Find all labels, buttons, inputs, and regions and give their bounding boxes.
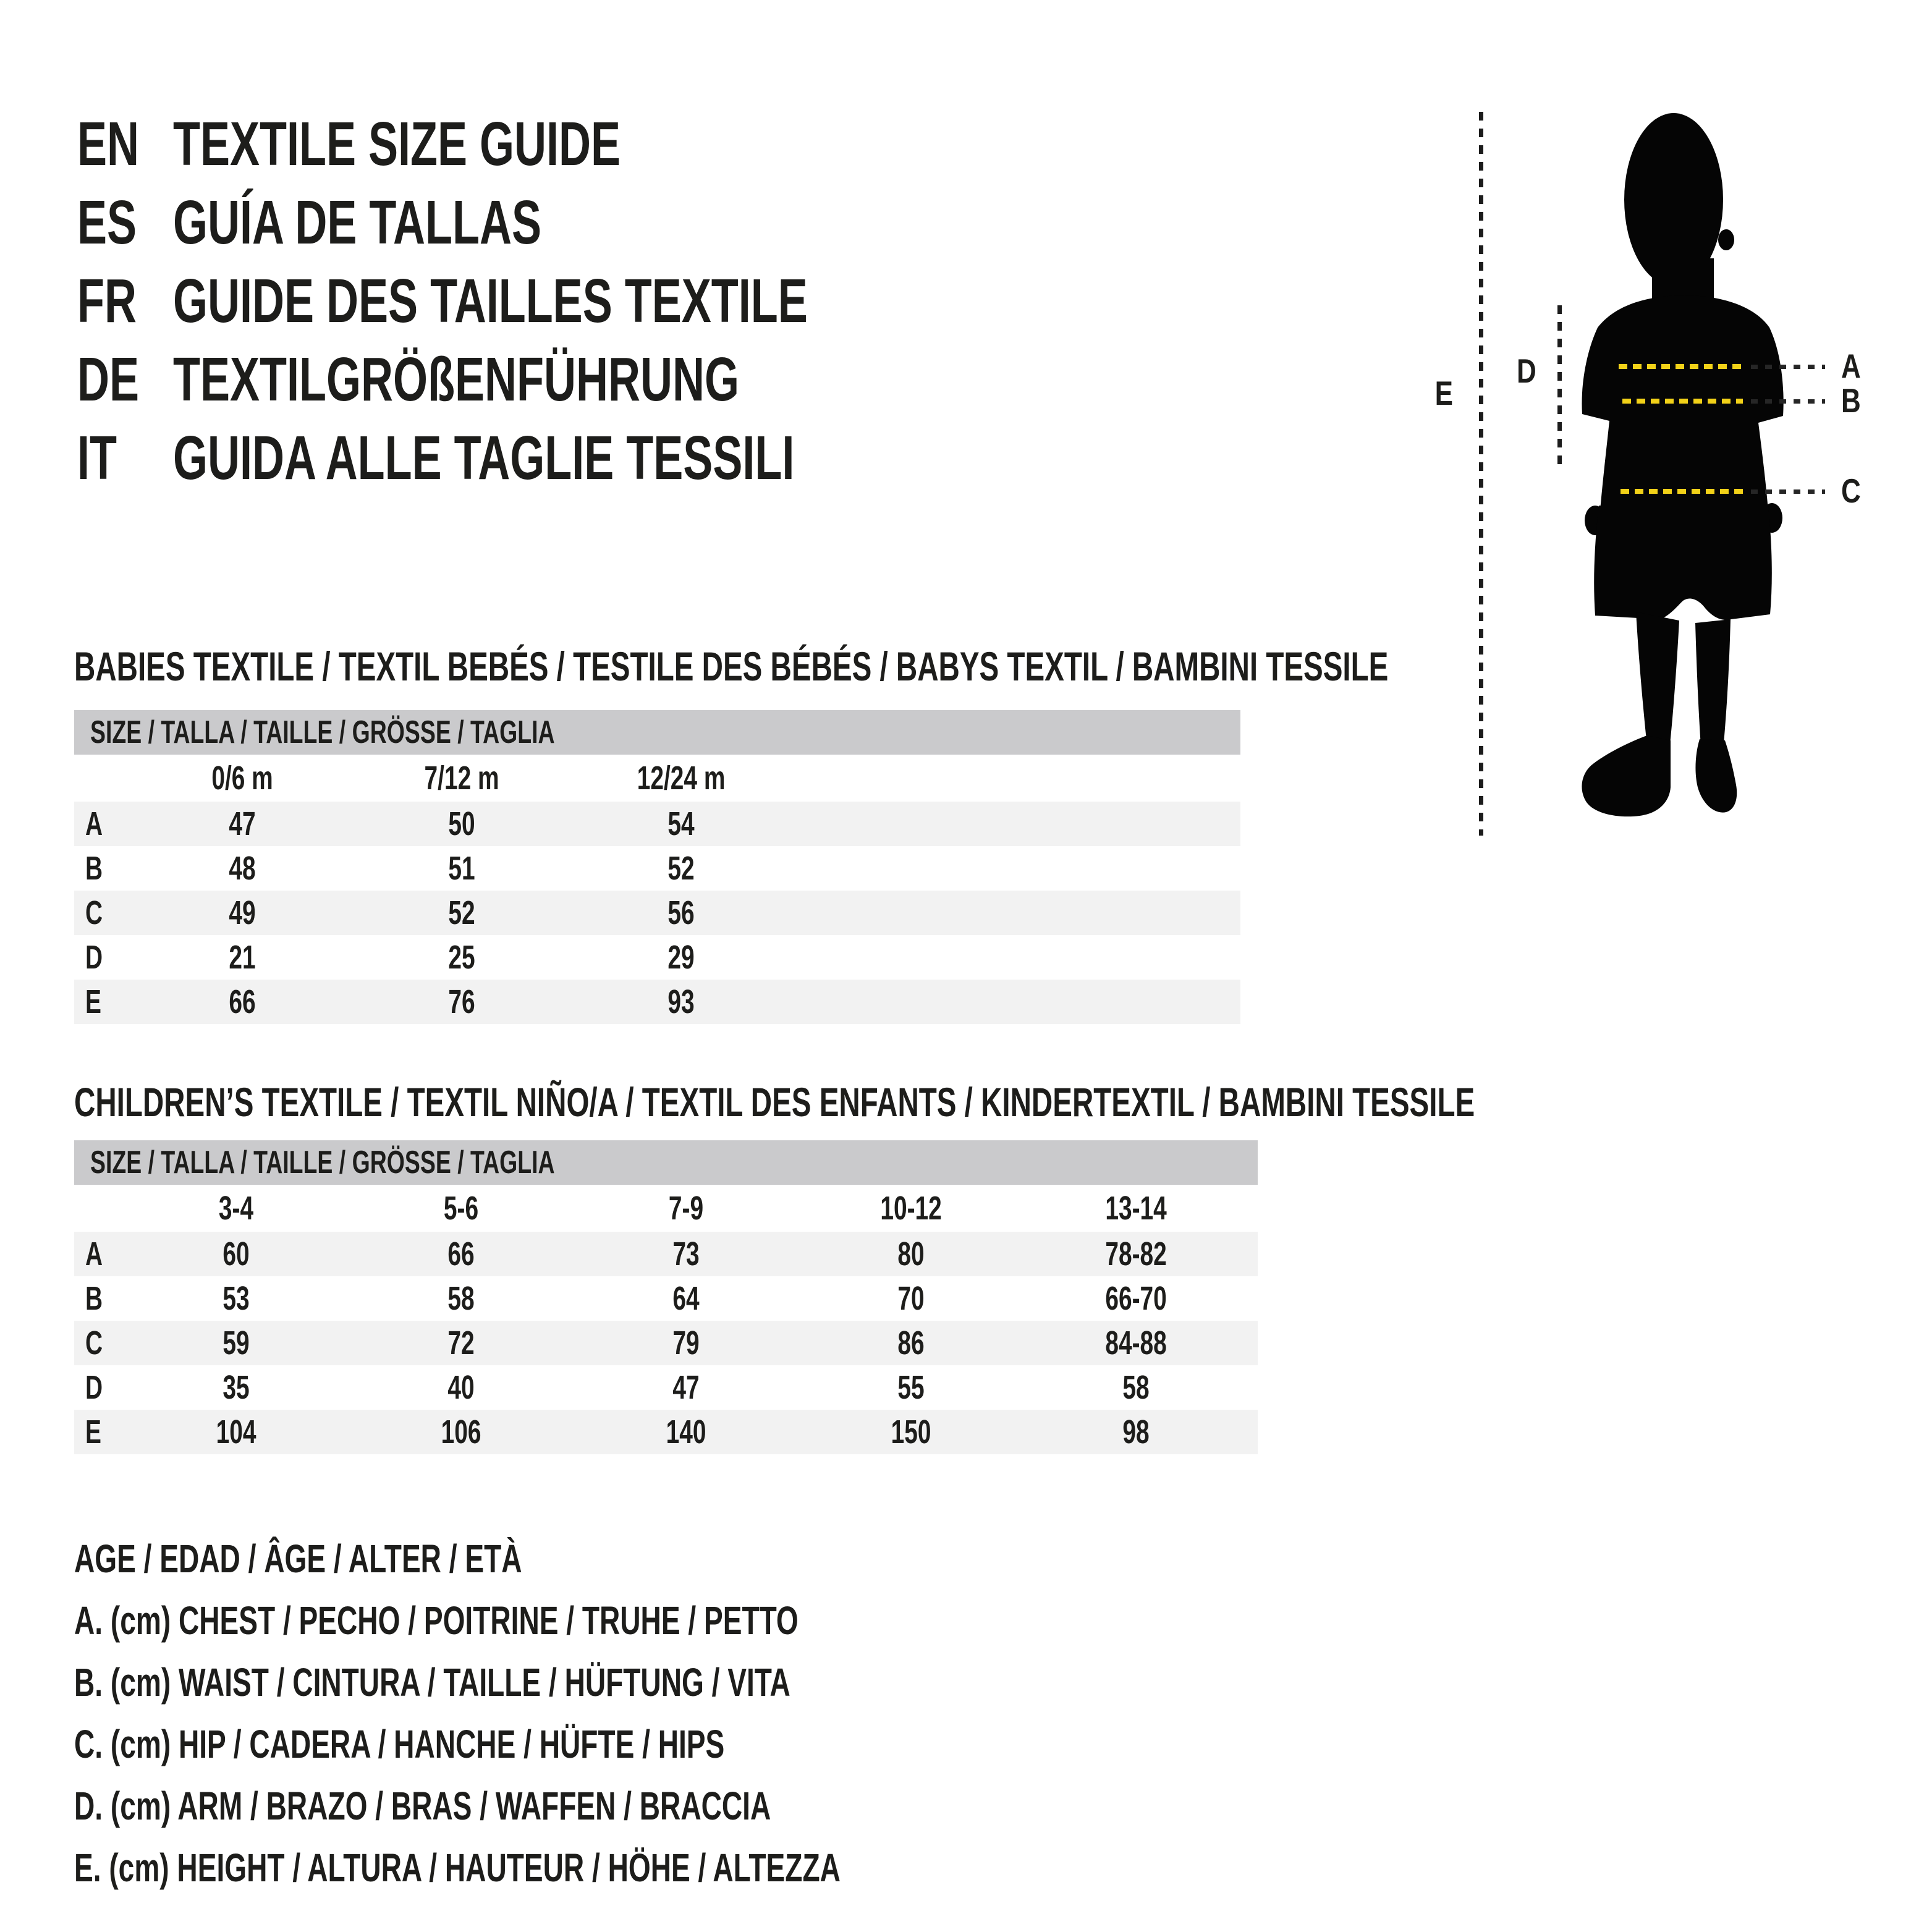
cell-value: 35 (222, 1369, 250, 1406)
chest-dash-black (1751, 365, 1825, 369)
cell-value: 56 (667, 894, 695, 931)
table-row (74, 1410, 1258, 1454)
table-row (74, 1321, 1258, 1365)
cell-value: 58 (1122, 1369, 1150, 1406)
cell-value: 49 (229, 894, 256, 931)
cell-value: 66 (447, 1235, 475, 1273)
language-code: IT (77, 423, 117, 493)
legend-line-age: AGE / EDAD / ÂGE / ALTER / ETÀ (74, 1536, 522, 1581)
language-code: DE (77, 345, 140, 414)
guide-title: GUIDE DES TAILLES TEXTILE (173, 266, 808, 336)
language-row (77, 184, 1054, 262)
cell-value: 64 (672, 1280, 700, 1317)
cell-value: 25 (448, 939, 476, 976)
row-label: D (85, 1369, 103, 1406)
table-row (74, 1365, 1258, 1410)
measurement-legend (74, 1528, 1138, 1899)
cell-value: 73 (672, 1235, 700, 1273)
cell-value: 106 (441, 1413, 481, 1451)
table-row (74, 1276, 1258, 1321)
legend-line-arm: D. (cm) ARM / BRAZO / BRAS / WAFFEN / BRACCIA (74, 1784, 771, 1828)
table-row (74, 891, 1240, 935)
column-header: 7/12 m (424, 760, 500, 797)
cell-value: 84-88 (1105, 1324, 1167, 1362)
column-header: 10-12 (880, 1190, 942, 1227)
column-header: 7-9 (668, 1190, 704, 1227)
column-header: 5-6 (443, 1190, 479, 1227)
language-row (77, 419, 1054, 498)
legend-line-hip: C. (cm) HIP / CADERA / HANCHE / HÜFTE / HIPS (74, 1722, 725, 1766)
cell-value: 93 (667, 983, 695, 1020)
row-label: D (85, 939, 103, 976)
language-row (77, 341, 1054, 419)
legend-line-height: E. (cm) HEIGHT / ALTURA / HAUTEUR / HÖHE / ALTEZZA (74, 1845, 841, 1890)
table-row (74, 1232, 1258, 1276)
table-row (74, 846, 1240, 891)
cell-value: 98 (1122, 1413, 1150, 1451)
cell-value: 60 (222, 1235, 250, 1273)
babies-column-header-row (74, 755, 1240, 802)
cell-value: 29 (667, 939, 695, 976)
table-row (74, 802, 1240, 846)
cell-value: 78-82 (1105, 1235, 1167, 1273)
child-silhouette (1573, 110, 1790, 827)
cell-value: 66 (229, 983, 256, 1020)
arm-measure-line (1557, 305, 1562, 471)
column-header: 3-4 (218, 1190, 254, 1227)
column-header: 13-14 (1105, 1190, 1167, 1227)
cell-value: 140 (666, 1413, 706, 1451)
cell-value: 51 (448, 850, 476, 887)
row-label: B (85, 850, 103, 887)
waist-dash-yellow (1622, 399, 1743, 404)
cell-value: 47 (229, 805, 256, 842)
cell-value: 55 (897, 1369, 925, 1406)
guide-title: TEXTILGRÖßENFÜHRUNG (173, 345, 739, 414)
cell-value: 47 (672, 1369, 700, 1406)
cell-value: 52 (667, 850, 695, 887)
cell-value: 66-70 (1105, 1280, 1167, 1317)
language-row (77, 105, 1054, 184)
table-row (74, 935, 1240, 980)
row-label: A (85, 1235, 103, 1273)
cell-value: 76 (448, 983, 476, 1020)
cell-value: 21 (229, 939, 256, 976)
cell-value: 59 (222, 1324, 250, 1362)
children-size-table (74, 1140, 1258, 1454)
hip-dash-yellow (1621, 489, 1745, 494)
children-section-title: CHILDREN’S TEXTILE / TEXTIL NIÑO/A / TEXTIL DES ENFANTS / KINDERTEXTIL / BAMBINI TESSILE (74, 1079, 1475, 1125)
babies-section-title: BABIES TEXTILE / TEXTIL BEBÉS / TESTILE DES BÉBÉS / BABYS TEXTIL / BAMBINI TESSILE (74, 643, 1389, 689)
cell-value: 79 (672, 1324, 700, 1362)
cell-value: 80 (897, 1235, 925, 1273)
row-label: A (85, 805, 103, 842)
language-row (77, 262, 1054, 341)
cell-value: 72 (447, 1324, 475, 1362)
figure-label-hip: C (1841, 472, 1861, 510)
children-column-header-row (74, 1185, 1258, 1232)
language-code: EN (77, 109, 140, 179)
cell-value: 58 (447, 1280, 475, 1317)
chest-dash-yellow (1619, 364, 1743, 369)
hip-dash-black (1751, 489, 1825, 494)
language-code: FR (77, 266, 137, 336)
cell-value: 53 (222, 1280, 250, 1317)
legend-line-chest: A. (cm) CHEST / PECHO / POITRINE / TRUHE / PETTO (74, 1598, 799, 1643)
height-measure-line (1479, 112, 1483, 836)
guide-title: GUÍA DE TALLAS (173, 188, 541, 257)
legend-line-waist: B. (cm) WAIST / CINTURA / TAILLE / HÜFTUNG / VITA (74, 1660, 790, 1705)
row-label: E (85, 983, 101, 1020)
children-size-header-bar: SIZE / TALLA / TAILLE / GRÖSSE / TAGLIA (74, 1140, 1258, 1185)
cell-value: 48 (229, 850, 256, 887)
table-row (74, 980, 1240, 1024)
cell-value: 70 (897, 1280, 925, 1317)
figure-label-waist: B (1841, 381, 1861, 420)
row-label: C (85, 1324, 103, 1362)
cell-value: 52 (448, 894, 476, 931)
cell-value: 54 (667, 805, 695, 842)
cell-value: 40 (447, 1369, 475, 1406)
guide-title: TEXTILE SIZE GUIDE (173, 109, 621, 179)
row-label: E (85, 1413, 101, 1451)
cell-value: 86 (897, 1324, 925, 1362)
column-header: 0/6 m (211, 760, 274, 797)
figure-label-arm: D (1517, 352, 1536, 390)
language-code: ES (77, 188, 137, 257)
figure-label-height: E (1434, 374, 1453, 412)
row-label: C (85, 894, 103, 931)
cell-value: 50 (448, 805, 476, 842)
language-title-list (77, 105, 1054, 498)
column-header: 12/24 m (637, 760, 726, 797)
figure-label-chest: A (1841, 347, 1861, 385)
cell-value: 150 (891, 1413, 931, 1451)
babies-size-header-bar: SIZE / TALLA / TAILLE / GRÖSSE / TAGLIA (74, 710, 1240, 755)
row-label: B (85, 1280, 103, 1317)
guide-title: GUIDA ALLE TAGLIE TESSILI (173, 423, 795, 493)
waist-dash-black (1751, 399, 1825, 404)
babies-size-table (74, 710, 1240, 1024)
cell-value: 104 (216, 1413, 256, 1451)
